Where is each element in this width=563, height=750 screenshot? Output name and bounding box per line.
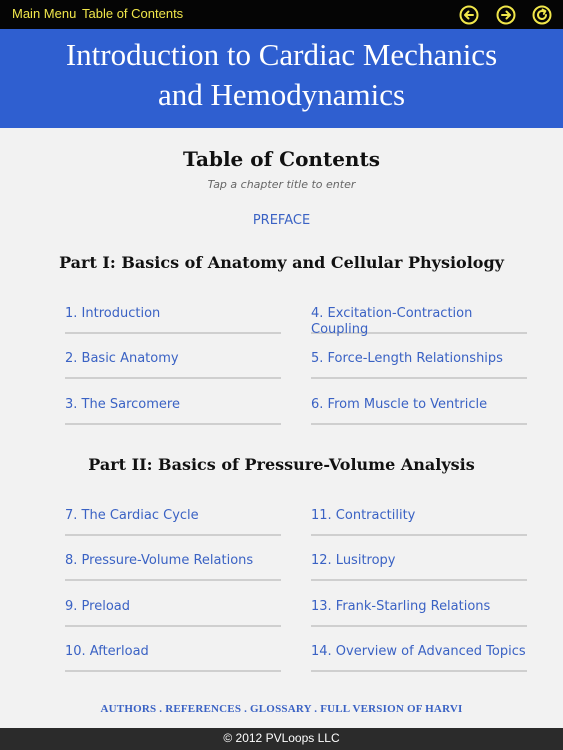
banner-title-line-1: Introduction to Cardiac Mechanics <box>65 37 498 72</box>
top-bar <box>0 0 563 29</box>
forward-arrow-icon[interactable] <box>496 5 516 25</box>
chapter-12-link[interactable]: 12. Lusitropy <box>311 553 527 581</box>
banner-title-line-2: and Hemodynamics <box>157 77 406 112</box>
back-arrow-icon[interactable] <box>459 5 479 25</box>
chapter-1-link[interactable]: 1. Introduction <box>65 306 281 334</box>
refresh-icon[interactable] <box>532 5 552 25</box>
chapter-13-link[interactable]: 13. Frank-Starling Relations <box>311 599 527 627</box>
authors-link[interactable]: AUTHORS <box>100 703 157 715</box>
copyright-text: © 2012 PVLoops LLC <box>223 731 340 745</box>
main-menu-link[interactable]: Main Menu <box>12 6 77 21</box>
glossary-link[interactable]: GLOSSARY <box>250 703 312 715</box>
footer-separator: . <box>156 703 166 715</box>
chapter-2-link[interactable]: 2. Basic Anatomy <box>65 351 281 379</box>
chapter-9-link[interactable]: 9. Preload <box>65 599 281 627</box>
full-version-link[interactable]: FULL VERSION OF HARVI <box>320 703 463 715</box>
chapter-8-link[interactable]: 8. Pressure-Volume Relations <box>65 553 281 581</box>
chapter-5-link[interactable]: 5. Force-Length Relationships <box>311 351 527 379</box>
page-subtitle: Tap a chapter title to enter <box>207 178 356 191</box>
chapter-4-link[interactable]: 4. Excitation-Contraction Coupling <box>311 306 527 334</box>
chapter-7-link[interactable]: 7. The Cardiac Cycle <box>65 508 281 536</box>
page-title: Table of Contents <box>183 147 380 171</box>
chapter-14-link[interactable]: 14. Overview of Advanced Topics <box>311 644 527 672</box>
chapter-3-link[interactable]: 3. The Sarcomere <box>65 397 281 425</box>
part-1-title: Part I: Basics of Anatomy and Cellular Physiology <box>59 253 504 272</box>
footer-links <box>0 703 563 715</box>
chapter-10-link[interactable]: 10. Afterload <box>65 644 281 672</box>
copyright-bar <box>0 728 563 750</box>
title-banner <box>0 29 563 128</box>
footer-separator: . <box>241 703 251 715</box>
chapter-6-link[interactable]: 6. From Muscle to Ventricle <box>311 397 527 425</box>
chapter-11-link[interactable]: 11. Contractility <box>311 508 527 536</box>
references-link[interactable]: REFERENCES <box>165 703 242 715</box>
footer-separator: . <box>311 703 321 715</box>
preface-link[interactable]: PREFACE <box>252 213 311 228</box>
banner-title <box>0 35 563 115</box>
table-of-contents-link[interactable]: Table of Contents <box>82 6 184 21</box>
part-2-title: Part II: Basics of Pressure-Volume Analysis <box>88 455 475 474</box>
